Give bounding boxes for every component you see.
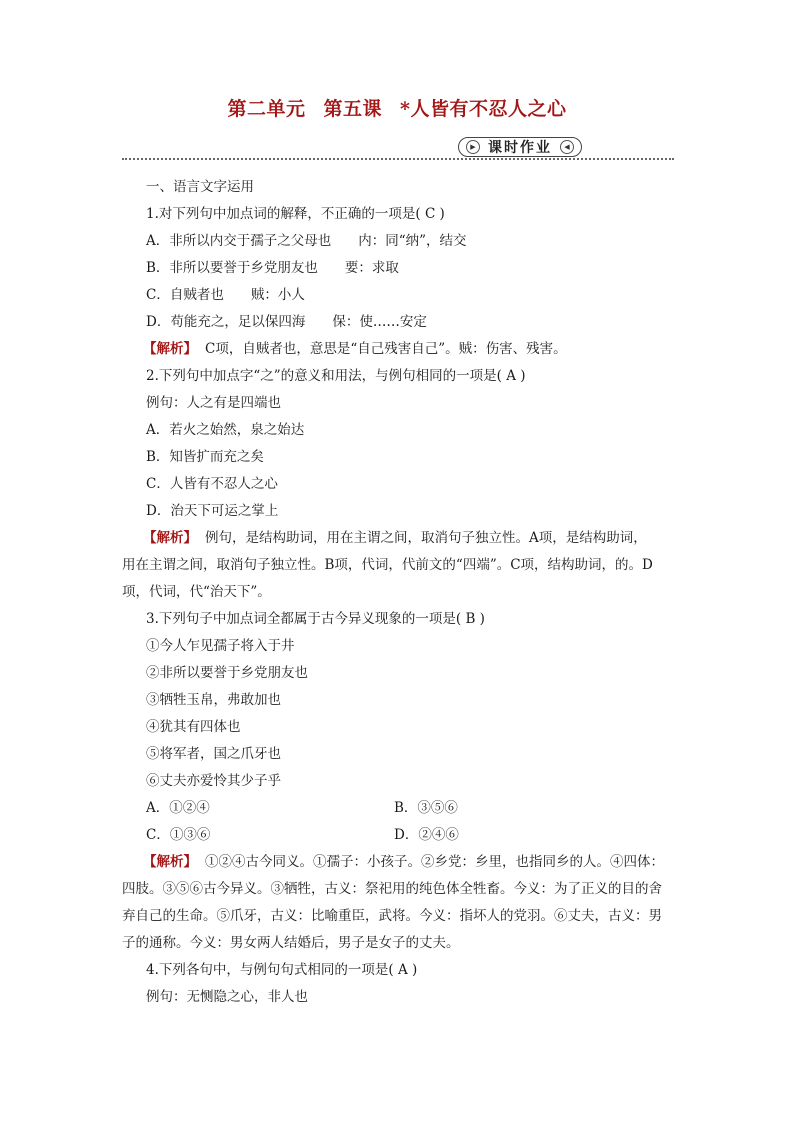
q1-option-d: D．苟能充之，足以保四海 保：使……安定	[146, 314, 427, 330]
q3-item: ③牺牲玉帛，弗敢加也	[146, 692, 281, 708]
banner-tag	[458, 137, 582, 157]
analysis-label: 【解析】	[143, 854, 197, 870]
q2-option-b: B．知皆扩而充之矣	[146, 449, 264, 465]
q3-options-row-1	[146, 795, 670, 822]
dotted-divider	[122, 158, 674, 160]
q3-item: ①今人乍见孺子将入于井	[146, 638, 295, 654]
q3-analysis-line-3: 弃自己的生命。⑤爪牙，古义：比喻重臣，武将。今义：指坏人的党羽。⑥丈夫，古义：男	[122, 908, 662, 924]
q2-option-a: A．若火之始然，泉之始达	[146, 422, 305, 438]
q3-option-d: D．②④⑥	[394, 827, 459, 843]
q4-stem: 4.下列各句中，与例句句式相同的一项是( A )	[146, 962, 418, 978]
q2-example: 例句：人之有是四端也	[146, 395, 281, 411]
q1-stem: 1.对下列句中加点词的解释，不正确的一项是( C )	[146, 206, 445, 222]
q2-option-c: C．人皆有不忍人之心	[146, 476, 278, 492]
main-content	[122, 174, 670, 1011]
q2-analysis-line-3: 项，代词，代“治天下”。	[122, 584, 271, 600]
lesson-title: *人皆有不忍人之心	[400, 98, 567, 120]
q2-analysis-line-2: 用在主谓之间，取消句子独立性。B项，代词，代前文的“四端”。C项，结构助词，的。D	[122, 557, 653, 573]
analysis-label: 【解析】	[143, 530, 197, 546]
q1-option-a: A．非所以内交于孺子之父母也 内：同“纳”，结交	[146, 233, 467, 249]
q3-analysis-line-2: 四肢。③⑤⑥古今异义。③牺牲，古义：祭祀用的纯色体全牲畜。今义：为了正义的目的舍	[122, 881, 662, 897]
section-heading: 一、语言文字运用	[146, 179, 254, 195]
q1-option-b: B．非所以要誉于乡党朋友也 要：求取	[146, 260, 399, 276]
q3-item: ⑥丈夫亦爱怜其少子乎	[146, 773, 281, 789]
lesson-label: 第五课	[323, 98, 383, 120]
q3-option-a: A．①②④	[146, 800, 210, 816]
q3-item: ②非所以要誉于乡党朋友也	[146, 665, 308, 681]
play-right-icon: ▶	[466, 140, 480, 154]
q3-options-row-2	[146, 822, 670, 849]
q3-item: ⑤将军者，国之爪牙也	[146, 746, 281, 762]
banner-label: 课时作业	[488, 140, 552, 156]
q3-analysis-line-1: 【解析】 ①②④古今同义。①孺子：小孩子。②乡党：乡里，也指同乡的人。④四体：	[143, 854, 664, 870]
q3-option-c: C．①③⑥	[146, 827, 211, 843]
q4-example: 例句：无恻隐之心，非人也	[146, 989, 308, 1005]
play-left-icon: ◀	[560, 140, 574, 154]
unit-label: 第二单元	[227, 98, 306, 120]
q1-option-c: C．自贼者也 贼：小人	[146, 287, 305, 303]
q3-stem: 3.下列句子中加点词全都属于古今异义现象的一项是( B )	[146, 611, 485, 627]
page-title	[0, 94, 794, 121]
q1-analysis: 【解析】 C项，自贼者也，意思是“自己残害自己”。贼：伤害、残害。	[143, 341, 567, 357]
q3-analysis-line-4: 子的通称。今义：男女两人结婚后，男子是女子的丈夫。	[122, 935, 460, 951]
q2-option-d: D．治天下可运之掌上	[146, 503, 279, 519]
q3-option-b: B．③⑤⑥	[394, 800, 458, 816]
analysis-label: 【解析】	[143, 341, 197, 357]
section-banner	[122, 136, 674, 162]
q2-analysis-line-1: 【解析】 例句，是结构助词，用在主谓之间，取消句子独立性。A项，是结构助词，	[143, 530, 647, 546]
q3-item: ④犹其有四体也	[146, 719, 241, 735]
q2-stem: 2.下列句中加点字“之”的意义和用法，与例句相同的一项是( A )	[146, 368, 526, 384]
